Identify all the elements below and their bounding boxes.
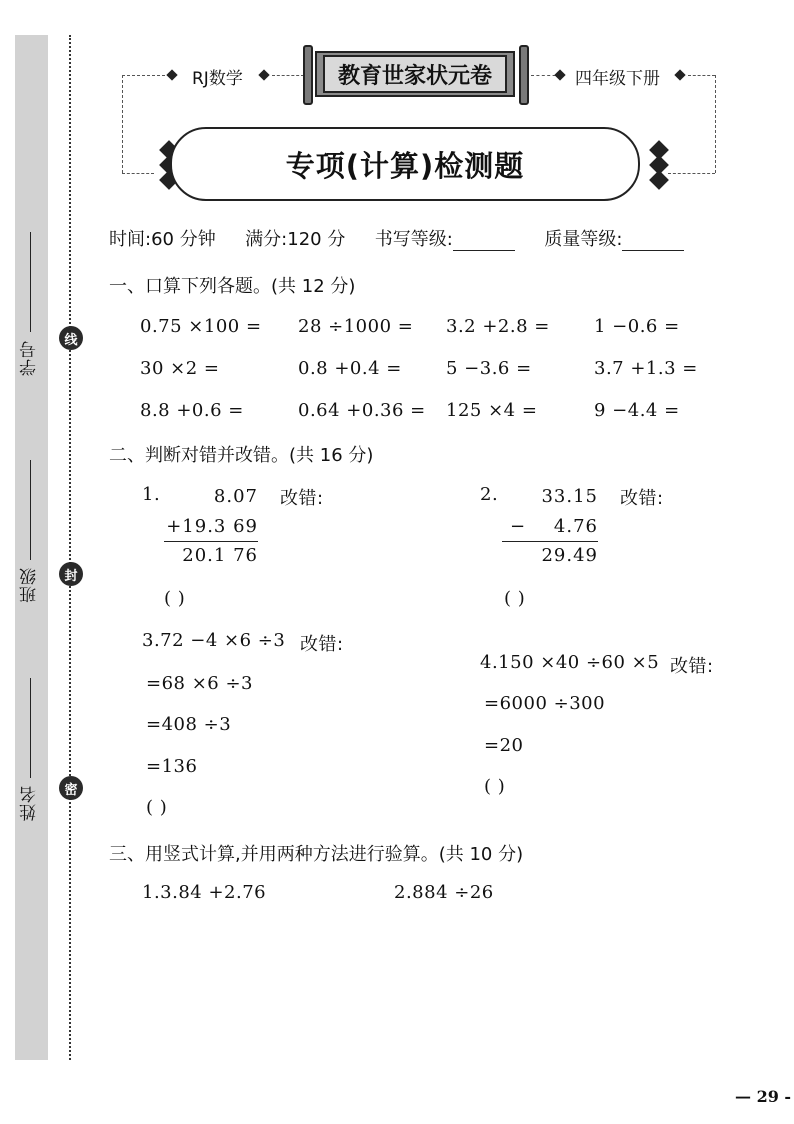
cut-line bbox=[69, 35, 71, 1060]
writing-grade-label: 书写等级: bbox=[374, 229, 453, 250]
problem-3-answer-parens[interactable]: ( ) bbox=[146, 797, 168, 818]
problem-2-result: 29.49 bbox=[541, 545, 598, 566]
problem-2-answer-parens[interactable]: ( ) bbox=[504, 588, 526, 609]
subject-tag: RJ数学 bbox=[192, 69, 243, 89]
problem-3-step: =408 ÷3 bbox=[146, 714, 232, 735]
quality-grade-field[interactable] bbox=[622, 234, 684, 251]
full-score: 满分:120 分 bbox=[245, 229, 346, 250]
section-3-title: 三、用竖式计算,并用两种方法进行验算。(共 10 分) bbox=[109, 844, 524, 865]
problem-2-minus: − bbox=[510, 516, 526, 537]
oral-item: 30 ×2 = bbox=[140, 358, 220, 379]
diamond-icon bbox=[674, 69, 685, 80]
diamond-icon bbox=[258, 69, 269, 80]
oral-item: 28 ÷1000 = bbox=[298, 316, 414, 337]
problem-2-fix-label: 改错: bbox=[620, 488, 664, 509]
oral-item: 0.8 +0.4 = bbox=[298, 358, 402, 379]
name-line bbox=[30, 678, 31, 778]
header-dash-left-vertical bbox=[122, 75, 123, 173]
seal-mi: 密 bbox=[59, 776, 83, 800]
problem-4-fix-label: 改错: bbox=[670, 656, 714, 677]
student-id-label: 学号 bbox=[20, 340, 40, 376]
writing-grade-field[interactable] bbox=[453, 234, 515, 251]
oral-item: 0.64 +0.36 = bbox=[298, 400, 426, 421]
time-limit: 时间:60 分钟 bbox=[109, 229, 216, 250]
problem-2-subtrahend: 4.76 bbox=[553, 516, 598, 537]
seal-feng: 封 bbox=[59, 562, 83, 586]
problem-2-top: 33.15 bbox=[541, 486, 598, 507]
oral-item: 9 −4.4 = bbox=[594, 400, 680, 421]
oral-item: 125 ×4 = bbox=[446, 400, 538, 421]
quality-grade-label: 质量等级: bbox=[544, 229, 623, 250]
header-dash-right-bottom bbox=[668, 173, 715, 174]
problem-3-step: =136 bbox=[146, 756, 198, 777]
problem-2-number: 2. bbox=[480, 484, 499, 505]
problem-4-expression: 4.150 ×40 ÷60 ×5 bbox=[480, 652, 660, 673]
header-dash-left-bottom bbox=[122, 173, 154, 174]
problem-3-step: =68 ×6 ÷3 bbox=[146, 673, 253, 694]
problem-1-addend: +19.3 69 bbox=[166, 516, 258, 537]
diamond-icon bbox=[166, 69, 177, 80]
oral-item: 0.75 ×100 = bbox=[140, 316, 262, 337]
problem-4-step: =6000 ÷300 bbox=[484, 693, 606, 714]
oral-item: 5 −3.6 = bbox=[446, 358, 532, 379]
problem-3-expression: 3.72 −4 ×6 ÷3 bbox=[142, 630, 286, 651]
section-2-title: 二、判断对错并改错。(共 16 分) bbox=[109, 445, 374, 466]
section-1-title: 一、口算下列各题。(共 12 分) bbox=[109, 276, 356, 297]
brand-scroll bbox=[303, 45, 529, 107]
problem-4-answer-parens[interactable]: ( ) bbox=[484, 776, 506, 797]
header-dash-left bbox=[122, 75, 170, 76]
oral-item: 3.2 +2.8 = bbox=[446, 316, 550, 337]
page-number: — 29 - bbox=[735, 1087, 792, 1106]
problem-1-number: 1. bbox=[142, 484, 161, 505]
exam-info bbox=[109, 225, 684, 251]
name-label: 姓名 bbox=[20, 785, 40, 821]
oral-item: 1 −0.6 = bbox=[594, 316, 680, 337]
page-title: 专项(计算)检测题 bbox=[170, 127, 640, 201]
grade-tag: 四年级下册 bbox=[575, 69, 660, 89]
problem-4-step: =20 bbox=[484, 735, 524, 756]
header-dash-right bbox=[688, 75, 715, 76]
problem-1-rule bbox=[164, 541, 258, 542]
problem-1-result: 20.1 76 bbox=[182, 545, 258, 566]
student-id-line bbox=[30, 232, 31, 332]
oral-item: 3.7 +1.3 = bbox=[594, 358, 698, 379]
vertical-calc-2: 2.884 ÷26 bbox=[394, 882, 494, 903]
brand-title: 教育世家状元卷 bbox=[323, 55, 507, 93]
class-label: 班级 bbox=[20, 567, 40, 603]
oral-item: 8.8 +0.6 = bbox=[140, 400, 244, 421]
problem-2-rule bbox=[502, 541, 598, 542]
class-line bbox=[30, 460, 31, 560]
problem-1-fix-label: 改错: bbox=[280, 488, 324, 509]
vertical-calc-1: 1.3.84 +2.76 bbox=[142, 882, 267, 903]
header-dash bbox=[272, 75, 304, 76]
diamond-icon bbox=[649, 170, 669, 190]
header-dash-right-vertical bbox=[715, 75, 716, 173]
problem-3-fix-label: 改错: bbox=[300, 634, 344, 655]
problem-1-answer-parens[interactable]: ( ) bbox=[164, 588, 186, 609]
binding-strip bbox=[15, 35, 48, 1060]
diamond-icon bbox=[554, 69, 565, 80]
seal-xian: 线 bbox=[59, 326, 83, 350]
problem-1-top: 8.07 bbox=[213, 486, 258, 507]
